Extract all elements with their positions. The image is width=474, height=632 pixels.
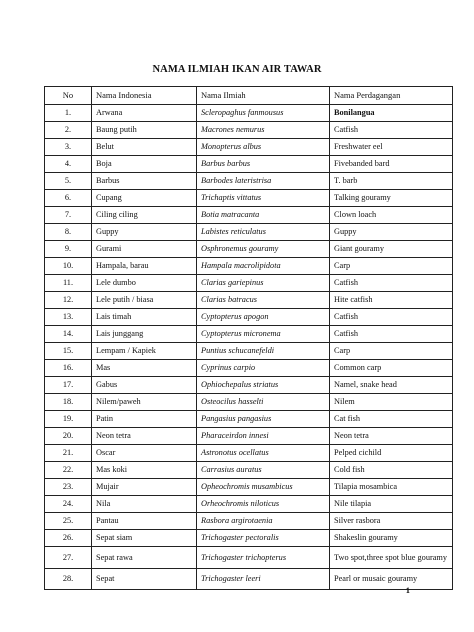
table-row: [45, 530, 453, 547]
indonesian-name-cell: Guppy: [92, 224, 197, 241]
table-row: [45, 479, 453, 496]
indonesian-name-cell: Lele dumbo: [92, 275, 197, 292]
scientific-name-cell: Labistes reticulatus: [197, 224, 330, 241]
table-row: [45, 496, 453, 513]
scientific-name-cell: Opheochromis musambicus: [197, 479, 330, 496]
indonesian-name-cell: Sepat: [92, 569, 197, 590]
row-number: 9.: [45, 241, 92, 258]
table-row: [45, 377, 453, 394]
trade-name-cell: Pelped cichild: [330, 445, 453, 462]
indonesian-name-cell: Oscar: [92, 445, 197, 462]
scientific-name-cell: Ophiochepalus striatus: [197, 377, 330, 394]
row-number: 27.: [45, 547, 92, 569]
indonesian-name-cell: Nilem/paweh: [92, 394, 197, 411]
table-row: [45, 394, 453, 411]
table-row: [45, 445, 453, 462]
row-number: 18.: [45, 394, 92, 411]
scientific-name-cell: Clarias gariepinus: [197, 275, 330, 292]
trade-name-cell: Giant gouramy: [330, 241, 453, 258]
trade-name-cell: Nile tilapia: [330, 496, 453, 513]
row-number: 14.: [45, 326, 92, 343]
scientific-name-cell: Pharaceirdon innesi: [197, 428, 330, 445]
indonesian-name-cell: Mas koki: [92, 462, 197, 479]
scientific-name-cell: Astronotus ocellatus: [197, 445, 330, 462]
table-row: [45, 275, 453, 292]
table-row: [45, 428, 453, 445]
table-row: [45, 139, 453, 156]
indonesian-name-cell: Lempam / Kapiek: [92, 343, 197, 360]
scientific-name-cell: Rasbora argirotaenia: [197, 513, 330, 530]
table-row: [45, 122, 453, 139]
table-row: [45, 292, 453, 309]
scientific-name-cell: Trichaptis vittatus: [197, 190, 330, 207]
header-indonesian-name: Nama Indonesia: [92, 87, 197, 105]
trade-name-cell: Common carp: [330, 360, 453, 377]
table-row: [45, 309, 453, 326]
scientific-name-cell: Clarias batracus: [197, 292, 330, 309]
row-number: 16.: [45, 360, 92, 377]
scientific-name-cell: Puntius schucanefeldi: [197, 343, 330, 360]
indonesian-name-cell: Belut: [92, 139, 197, 156]
trade-name-cell: Tilapia mosambica: [330, 479, 453, 496]
scientific-name-cell: Osteocilus hasselti: [197, 394, 330, 411]
table-row: [45, 326, 453, 343]
row-number: 26.: [45, 530, 92, 547]
table-row: [45, 513, 453, 530]
row-number: 28.: [45, 569, 92, 590]
trade-name-cell: Bonilangua: [330, 105, 453, 122]
table-row: [45, 411, 453, 428]
scientific-name-cell: Macrones nemurus: [197, 122, 330, 139]
trade-name-cell: Guppy: [330, 224, 453, 241]
indonesian-name-cell: Lele putih / biasa: [92, 292, 197, 309]
trade-name-cell: Two spot,three spot blue gouramy: [330, 547, 453, 569]
indonesian-name-cell: Lais junggang: [92, 326, 197, 343]
row-number: 15.: [45, 343, 92, 360]
row-number: 17.: [45, 377, 92, 394]
row-number: 3.: [45, 139, 92, 156]
table-row: [45, 105, 453, 122]
fish-names-table: [44, 86, 453, 590]
trade-name-cell: Clown loach: [330, 207, 453, 224]
trade-name-cell: Carp: [330, 343, 453, 360]
row-number: 10.: [45, 258, 92, 275]
scientific-name-cell: Botia matracanta: [197, 207, 330, 224]
trade-name-cell: Shakeslin gouramy: [330, 530, 453, 547]
indonesian-name-cell: Gurami: [92, 241, 197, 258]
row-number: 4.: [45, 156, 92, 173]
table-row: [45, 241, 453, 258]
indonesian-name-cell: Ciling ciling: [92, 207, 197, 224]
row-number: 24.: [45, 496, 92, 513]
table-row: [45, 547, 453, 569]
indonesian-name-cell: Patin: [92, 411, 197, 428]
trade-name-cell: Silver rasbora: [330, 513, 453, 530]
table-row: [45, 569, 453, 590]
scientific-name-cell: Scleropaghus fanmousus: [197, 105, 330, 122]
header-trade-name: Nama Perdagangan: [330, 87, 453, 105]
scientific-name-cell: Monopterus albus: [197, 139, 330, 156]
page-number: 1: [405, 585, 410, 595]
row-number: 20.: [45, 428, 92, 445]
row-number: 1.: [45, 105, 92, 122]
row-number: 19.: [45, 411, 92, 428]
table-row: [45, 173, 453, 190]
trade-name-cell: T. barb: [330, 173, 453, 190]
trade-name-cell: Carp: [330, 258, 453, 275]
row-number: 11.: [45, 275, 92, 292]
indonesian-name-cell: Sepat siam: [92, 530, 197, 547]
table-row: [45, 224, 453, 241]
scientific-name-cell: Trichogaster pectoralis: [197, 530, 330, 547]
header-scientific-name: Nama Ilmiah: [197, 87, 330, 105]
trade-name-cell: Catfish: [330, 275, 453, 292]
row-number: 5.: [45, 173, 92, 190]
indonesian-name-cell: Lais timah: [92, 309, 197, 326]
indonesian-name-cell: Cupang: [92, 190, 197, 207]
scientific-name-cell: Cyptopterus micronema: [197, 326, 330, 343]
trade-name-cell: Catfish: [330, 309, 453, 326]
scientific-name-cell: Trichogaster trichopterus: [197, 547, 330, 569]
trade-name-cell: Cat fish: [330, 411, 453, 428]
trade-name-cell: Cold fish: [330, 462, 453, 479]
scientific-name-cell: Hampala macrolipidota: [197, 258, 330, 275]
table-row: [45, 156, 453, 173]
row-number: 12.: [45, 292, 92, 309]
table-row: [45, 462, 453, 479]
indonesian-name-cell: Baung putih: [92, 122, 197, 139]
trade-name-cell: Pearl or musaic gouramy: [330, 569, 453, 590]
table-row: [45, 207, 453, 224]
table-row: [45, 360, 453, 377]
indonesian-name-cell: Hampala, barau: [92, 258, 197, 275]
row-number: 23.: [45, 479, 92, 496]
table-header-row: [45, 87, 453, 105]
indonesian-name-cell: Nila: [92, 496, 197, 513]
document-title: NAMA ILMIAH IKAN AIR TAWAR: [152, 64, 322, 75]
indonesian-name-cell: Arwana: [92, 105, 197, 122]
indonesian-name-cell: Pantau: [92, 513, 197, 530]
trade-name-cell: Neon tetra: [330, 428, 453, 445]
indonesian-name-cell: Sepat rawa: [92, 547, 197, 569]
table-body: [45, 105, 453, 590]
table-row: [45, 258, 453, 275]
trade-name-cell: Talking gouramy: [330, 190, 453, 207]
indonesian-name-cell: Mujair: [92, 479, 197, 496]
row-number: 13.: [45, 309, 92, 326]
scientific-name-cell: Pangasius pangasius: [197, 411, 330, 428]
row-number: 8.: [45, 224, 92, 241]
trade-name-cell: Freshwater eel: [330, 139, 453, 156]
table-row: [45, 343, 453, 360]
trade-name-cell: Catfish: [330, 122, 453, 139]
trade-name-cell: Hite catfish: [330, 292, 453, 309]
trade-name-cell: Namel, snake head: [330, 377, 453, 394]
row-number: 21.: [45, 445, 92, 462]
scientific-name-cell: Orheochromis niloticus: [197, 496, 330, 513]
row-number: 25.: [45, 513, 92, 530]
scientific-name-cell: Cyptopterus apogon: [197, 309, 330, 326]
row-number: 7.: [45, 207, 92, 224]
scientific-name-cell: Cyprinus carpio: [197, 360, 330, 377]
header-no: No: [45, 87, 92, 105]
row-number: 22.: [45, 462, 92, 479]
indonesian-name-cell: Gabus: [92, 377, 197, 394]
scientific-name-cell: Barbodes lateristrisa: [197, 173, 330, 190]
indonesian-name-cell: Mas: [92, 360, 197, 377]
row-number: 6.: [45, 190, 92, 207]
indonesian-name-cell: Barbus: [92, 173, 197, 190]
table-row: [45, 190, 453, 207]
row-number: 2.: [45, 122, 92, 139]
trade-name-cell: Nilem: [330, 394, 453, 411]
scientific-name-cell: Carrasius auratus: [197, 462, 330, 479]
trade-name-cell: Fivebanded bard: [330, 156, 453, 173]
scientific-name-cell: Osphronemus gouramy: [197, 241, 330, 258]
indonesian-name-cell: Boja: [92, 156, 197, 173]
scientific-name-cell: Barbus barbus: [197, 156, 330, 173]
trade-name-cell: Catfish: [330, 326, 453, 343]
indonesian-name-cell: Neon tetra: [92, 428, 197, 445]
scientific-name-cell: Trichogaster leeri: [197, 569, 330, 590]
